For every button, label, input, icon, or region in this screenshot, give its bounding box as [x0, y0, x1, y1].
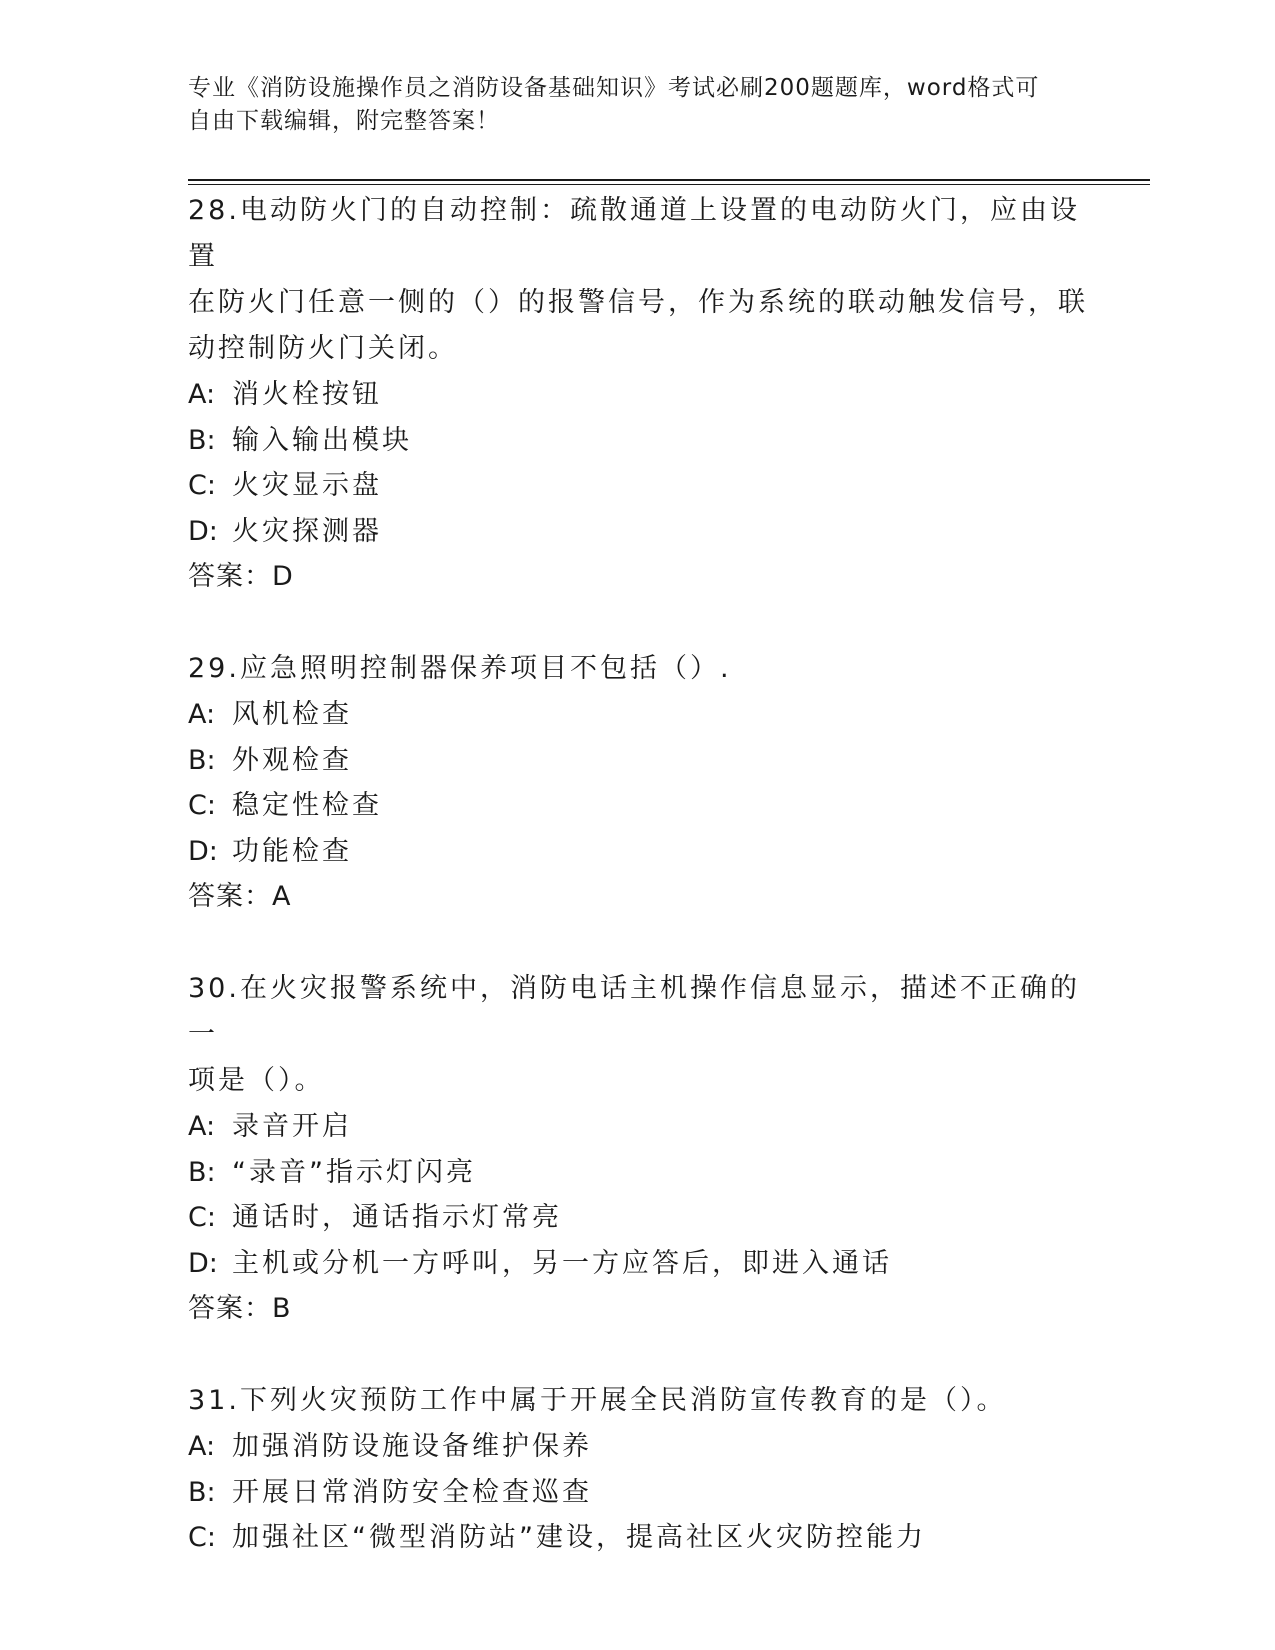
option-letter: C: — [188, 470, 216, 501]
question-spacer — [188, 1332, 1088, 1378]
option-row — [188, 1241, 1088, 1287]
answer-value: B — [272, 1293, 292, 1324]
option-text: 稳定性检查 — [232, 790, 382, 821]
option-row — [188, 1515, 1088, 1561]
option-letter: C: — [188, 1522, 216, 1553]
option-row — [188, 1150, 1088, 1196]
option-text: 外观检查 — [232, 744, 352, 776]
answer-label: 答案： — [188, 881, 272, 912]
option-row — [188, 509, 1088, 555]
option-letter: B: — [188, 1156, 216, 1188]
option-letter: D: — [188, 1247, 218, 1279]
question-text-line: 在防火门任意一侧的（）的报警信号，作为系统的联动触发信号，联 — [188, 287, 1088, 318]
document-header — [188, 72, 1088, 138]
answer-line — [188, 1286, 1088, 1332]
option-text: 通话时，通话指示灯常亮 — [232, 1202, 562, 1233]
option-text: 录音开启 — [232, 1111, 352, 1142]
option-letter: D: — [188, 835, 218, 867]
question-text-line: 29.应急照明控制器保养项目不包括（）. — [188, 653, 732, 684]
option-letter: A: — [188, 699, 216, 730]
option-text: 功能检查 — [232, 835, 352, 867]
option-letter: C: — [188, 790, 216, 821]
option-text: 加强社区“微型消防站”建设，提高社区火灾防控能力 — [232, 1522, 926, 1553]
question-text-line: 28.电动防火门的自动控制：疏散通道上设置的电动防火门，应由设置 — [188, 195, 1080, 272]
header-line-2: 自由下载编辑，附完整答案！ — [188, 108, 500, 134]
option-row — [188, 1104, 1088, 1150]
option-text: 火灾探测器 — [232, 515, 382, 547]
header-rule-thick — [188, 179, 1150, 181]
question-list — [188, 188, 1088, 1561]
option-letter: A: — [188, 379, 216, 410]
option-row — [188, 418, 1088, 464]
option-letter: A: — [188, 1431, 216, 1462]
header-line-1: 专业《消防设施操作员之消防设备基础知识》考试必刷200题题库，word格式可 — [188, 75, 1040, 101]
answer-value: D — [272, 561, 294, 592]
option-letter: A: — [188, 1111, 216, 1142]
question-block — [188, 966, 1088, 1378]
option-row — [188, 783, 1088, 829]
option-row — [188, 692, 1088, 738]
question-spacer — [188, 600, 1088, 646]
option-text: 加强消防设施设备维护保养 — [232, 1431, 592, 1462]
question-block — [188, 188, 1088, 646]
option-text: 主机或分机一方呼叫，另一方应答后，即进入通话 — [232, 1247, 892, 1279]
question-text-line: 31.下列火灾预防工作中属于开展全民消防宣传教育的是（）。 — [188, 1385, 1007, 1416]
option-text: 火灾显示盘 — [232, 470, 382, 501]
option-text: 风机检查 — [232, 699, 352, 730]
option-row — [188, 1195, 1088, 1241]
question-block — [188, 1378, 1088, 1561]
option-letter: C: — [188, 1202, 216, 1233]
answer-line — [188, 554, 1088, 600]
option-letter: B: — [188, 424, 216, 456]
option-text: 输入输出模块 — [232, 424, 412, 456]
option-letter: D: — [188, 515, 218, 547]
option-row — [188, 1424, 1088, 1470]
option-text: 消火栓按钮 — [232, 379, 382, 410]
answer-value: A — [272, 881, 292, 912]
option-row — [188, 463, 1088, 509]
option-row — [188, 372, 1088, 418]
question-block — [188, 646, 1088, 966]
header-rule-thin — [188, 184, 1150, 185]
option-row — [188, 738, 1088, 784]
question-text-line: 30.在火灾报警系统中，消防电话主机操作信息显示，描述不正确的一 — [188, 973, 1080, 1050]
option-text: 开展日常消防安全检查巡查 — [232, 1476, 592, 1508]
question-text-line: 动控制防火门关闭。 — [188, 333, 458, 364]
question-spacer — [188, 920, 1088, 966]
option-row — [188, 1470, 1088, 1516]
answer-label: 答案： — [188, 1293, 272, 1324]
answer-line — [188, 874, 1088, 920]
option-letter: B: — [188, 1476, 216, 1508]
question-text-line: 项是（）。 — [188, 1065, 325, 1096]
option-letter: B: — [188, 744, 216, 776]
option-text: “录音”指示灯闪亮 — [232, 1156, 476, 1188]
option-row — [188, 829, 1088, 875]
answer-label: 答案： — [188, 561, 272, 592]
